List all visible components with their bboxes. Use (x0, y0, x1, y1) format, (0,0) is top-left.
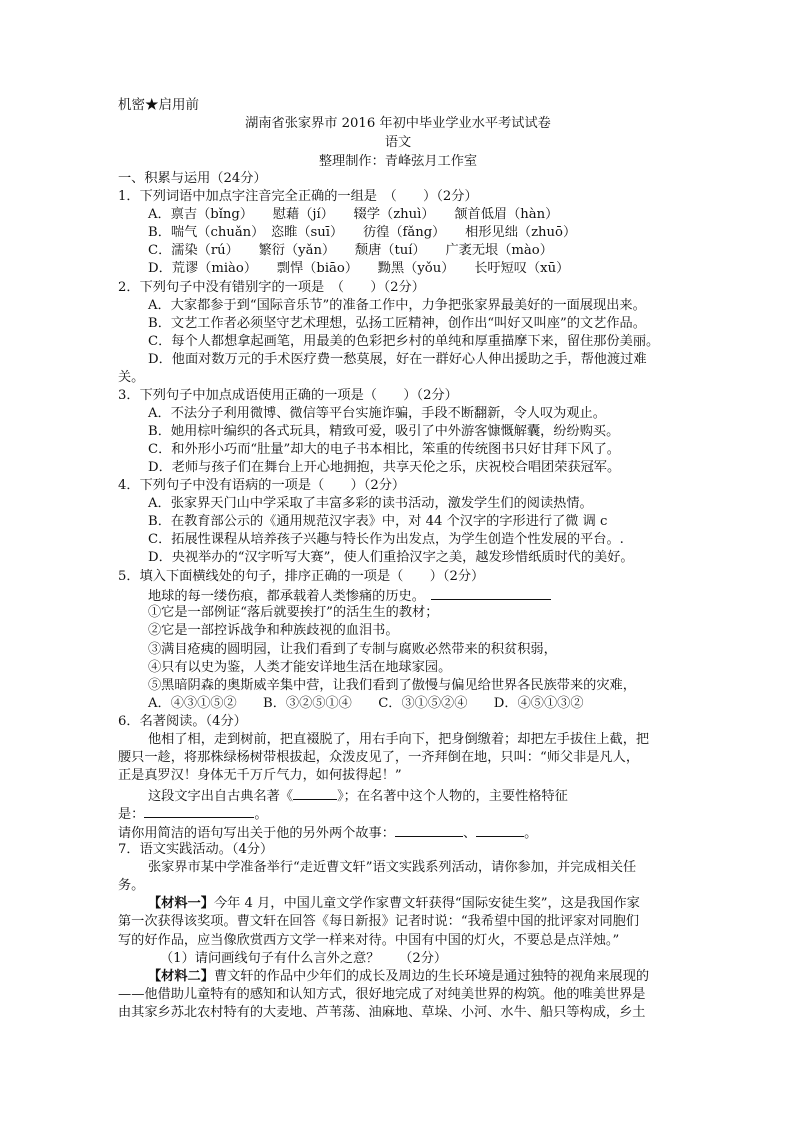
q7-material-1-line-3: 写的好作品，应当像欣赏西方文学一样来对待。中国有中国的灯火，不要总是点洋烛。” (118, 933, 620, 948)
q1-option-d: D．荒谬（miào） 剽悍（biāo） 黝黑（yǒu） 长吁短叹（xū） (148, 261, 570, 276)
q1-stem: 1．下列词语中加点字注音完全正确的一组是 （ ）（2分） (118, 189, 478, 204)
q1-option-a: A．禀吉（bǐng） 慰藉（jí） 辍学（zhuì） 颔首低眉（hàn） (148, 207, 559, 222)
q7-material-2-line-2: ——他借助儿童特有的感知和认知方式，很好地完成了对纯美世界的构筑。他的唯美世界是 (118, 987, 646, 1002)
q6-question-3 (118, 823, 537, 843)
q5-lead-text: 地球的每一缕伤痕，都承载着人类惨痛的历史。 (148, 589, 425, 604)
q7-material-2-line-1 (148, 968, 649, 986)
q6-separator: 、 (462, 826, 477, 841)
q7-material-2-label: 【材料二】 (148, 969, 214, 984)
q5-choices: A．④③①⑤② B．③②⑤①④ C．③①⑤②④ D．④⑤①③② (148, 696, 584, 711)
q2-stem: 2．下列句子中没有错别字的一项是 （ ）（2分） (118, 280, 425, 295)
subject-title: 语文 (384, 135, 412, 150)
confidential-label: 机密★启用前 (118, 97, 199, 113)
q7-material-1-text: 今年 4 月，中国儿童文学作家曹文轩获得“国际安徒生奖”，这是我国作家 (213, 896, 640, 911)
q1-option-c: C．濡染（rú） 繁衍（yǎn） 颓唐（tuí） 广袤无垠（mào） (148, 243, 553, 258)
q6-passage-line-3: 正是真罗汉！身体无千万斤气力，如何拔得起！” (118, 768, 402, 783)
q6-story-2-blank[interactable] (476, 823, 524, 837)
q5-lead (148, 586, 551, 606)
q4-stem: 4．下列句子中没有语病的一项是（ ）（2分） (118, 478, 406, 493)
q7-material-1-line-1 (148, 895, 640, 913)
exam-title: 湖南省张家界市 2016 年初中毕业学业水平考试试卷 (245, 116, 551, 131)
q6-book-title-blank[interactable] (293, 786, 337, 800)
q7-stem: 7．语文实践活动。（4分） (118, 842, 274, 857)
section-title: 一、积累与运用（24分） (118, 171, 267, 186)
q7-intro-line-1: 张家界市某中学准备举行“走近曹文轩”语文实践系列活动，请你参加，并完成相关任 (148, 860, 637, 875)
q2-option-a: A．大家都参于到“国际音乐节”的准备工作中，力争把张家界最美好的一面展现出来。 (148, 298, 646, 313)
q2-option-b: B．文艺工作者必须坚守艺术理想，弘扬工匠精神，创作出“叫好又叫座”的文艺作品。 (148, 316, 646, 331)
q6-passage-line-1: 他相了相，走到树前，把直裰脱了，用右手向下，把身倒缴着；却把左手拔住上截，把 (148, 732, 650, 747)
q6-question-3-end: 。 (524, 826, 538, 841)
q6-question-2-label: 是： (118, 807, 145, 822)
q6-trait-blank[interactable] (144, 804, 254, 818)
q7-material-1-line-2: 第一次获得该奖项。曹文轩在回答《每日新报》记者时说：“我希望中国的批评家对同胞们 (118, 914, 640, 929)
q7-material-2-text: 曹文轩的作品中少年们的成长及周边的生长环境是通过独特的视角来展现的 (213, 969, 650, 984)
q6-question-1-a: 这段文字出自古典名著《 (148, 789, 294, 804)
q5-sentence-4: ④只有以史为鉴，人类才能安详地生活在地球家园。 (148, 660, 452, 675)
q7-intro-line-2: 务。 (118, 878, 145, 893)
q6-question-2 (118, 804, 268, 824)
q3-stem: 3．下列句子中加点成语使用正确的一项是（ ）（2分） (118, 388, 458, 403)
q7-material-2-line-3: 由其家乡苏北农村特有的大麦地、芦苇荡、油麻地、草垛、小河、水牛、船只等构成，乡土 (118, 1005, 646, 1020)
q6-question-1 (148, 786, 568, 806)
q1-option-b: B．喘气（chuǎn） 恣睢（suī） 彷徨（fǎng） 相形见绌（zhuō） (148, 225, 577, 240)
q2-option-d-cont: 关。 (118, 370, 145, 385)
q3-option-a: A．不法分子利用微博、微信等平台实施诈骗，手段不断翻新，令人叹为观止。 (148, 406, 606, 421)
q5-answer-blank[interactable] (431, 586, 551, 600)
q4-option-b: B．在教育部公示的《通用规范汉字表》中，对 44 个汉字的字形进行了微 调 c (148, 514, 608, 529)
q6-passage-line-2: 腰只一趁，将那株绿杨树带根拔起，众泼皮见了，一齐拜倒在地，只叫：“师父非是凡人， (118, 750, 640, 765)
q2-option-c: C．每个人都想拿起画笔，用最美的色彩把乡村的单纯和厚重描摩下来，留住那份美丽。 (148, 334, 660, 349)
q3-option-d: D．老师与孩子们在舞台上开心地拥抱，共享天伦之乐，庆祝校合唱团荣获冠军。 (148, 460, 621, 475)
q6-question-1-b: 》；在名著中这个人物的，主要性格特征 (337, 789, 568, 804)
q7-subquestion-1: （1）请问画线句子有什么言外之意？ （2分） (160, 951, 448, 966)
q4-option-a: A．张家界天门山中学采取了丰富多彩的读书活动，激发学生们的阅读热情。 (148, 496, 593, 511)
q5-sentence-3: ③满目疮痍的圆明园，让我们看到了专制与腐败必然带来的积贫积弱， (148, 642, 557, 657)
q4-option-c: C．拓展性课程从培养孩子兴趣与特长作为出发点，为学生创造个性发展的平台。. (148, 532, 624, 547)
q5-sentence-5: ⑤黑暗阴森的奥斯威辛集中营，让我们看到了傲慢与偏见给世界各民族带来的灾难， (148, 678, 636, 693)
q5-stem: 5．填入下面横线处的句子，排序正确的一项是（ ）（2分） (118, 569, 485, 584)
q5-sentence-1: ①它是一部例证“落后就要挨打”的活生生的教材； (148, 605, 439, 620)
q6-question-3-text: 请你用简洁的语句写出关于他的另外两个故事： (118, 826, 395, 841)
q6-story-1-blank[interactable] (395, 823, 463, 837)
q3-option-b: B．她用棕叶编织的各式玩具，精致可爱，吸引了中外游客慷慨解囊，纷纷购买。 (148, 424, 620, 439)
q6-question-2-end: 。 (254, 807, 268, 822)
q7-material-1-label: 【材料一】 (148, 896, 214, 911)
q4-option-d: D．央视举办的“汉字听写大赛”，使人们重拾汉字之美，越发珍惜纸质时代的美好。 (148, 550, 634, 565)
q6-stem: 6．名著阅读。（4分） (118, 714, 247, 729)
credit-line: 整理制作：青峰弦月工作室 (318, 154, 478, 169)
q2-option-d: D．他面对数万元的手术医疗费一愁莫展，好在一群好心人伸出援助之手，帮他渡过难 (148, 352, 647, 367)
q5-sentence-2: ②它是一部控诉战争和种族歧视的血泪书。 (148, 623, 399, 638)
q3-option-c: C．和外形小巧而“肚量”却大的电子书本相比，笨重的传统图书只好甘拜下风了。 (148, 442, 620, 457)
